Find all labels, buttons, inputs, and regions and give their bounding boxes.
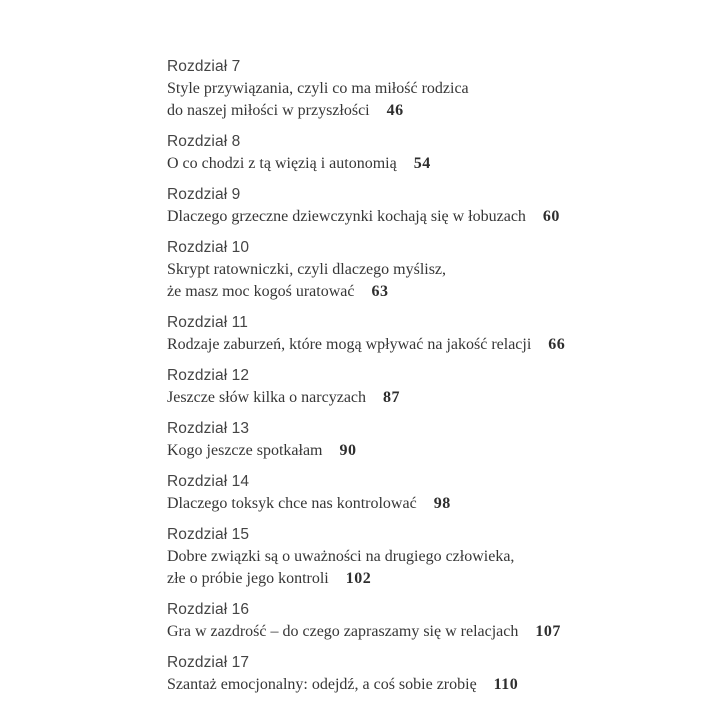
page-number: 90 <box>339 442 357 459</box>
chapter-heading: Rozdział 9 <box>167 186 241 203</box>
toc-entry <box>167 184 587 228</box>
chapter-title-line: O co chodzi z tą więzią i autonomią 54 <box>167 155 431 172</box>
chapter-heading: Rozdział 11 <box>167 314 248 331</box>
chapter-heading: Rozdział 17 <box>167 654 250 671</box>
chapter-heading: Rozdział 10 <box>167 239 250 256</box>
page-number: 87 <box>383 389 401 406</box>
toc-entry <box>167 312 587 356</box>
page-number: 60 <box>542 208 560 225</box>
toc-entry <box>167 56 587 122</box>
page-number: 98 <box>433 495 451 512</box>
chapter-title-line: Skrypt ratowniczki, czyli dlaczego myślisz, <box>167 261 447 278</box>
toc-entry <box>167 418 587 462</box>
toc-entry <box>167 599 587 643</box>
chapter-heading: Rozdział 14 <box>167 473 250 490</box>
chapter-heading: Rozdział 8 <box>167 133 241 150</box>
chapter-title-line: do naszej miłości w przyszłości 46 <box>167 102 404 119</box>
page-number: 54 <box>413 155 431 172</box>
toc-entry <box>167 524 587 590</box>
toc-entry <box>167 365 587 409</box>
toc-entry <box>167 652 587 696</box>
page-number: 63 <box>371 283 389 300</box>
chapter-title-line: Szantaż emocjonalny: odejdź, a coś sobie zrobię 110 <box>167 676 519 693</box>
page-number: 66 <box>548 336 566 353</box>
chapter-heading: Rozdział 12 <box>167 367 250 384</box>
chapter-heading: Rozdział 13 <box>167 420 250 437</box>
chapter-title-line: Rodzaje zaburzeń, które mogą wpływać na jakość relacji 66 <box>167 336 566 353</box>
chapter-title-line: Dlaczego toksyk chce nas kontrolować 98 <box>167 495 451 512</box>
chapter-title-line: Dlaczego grzeczne dziewczynki kochają się w łobuzach 60 <box>167 208 560 225</box>
chapter-heading: Rozdział 16 <box>167 601 250 618</box>
chapter-title-line: Jeszcze słów kilka o narcyzach 87 <box>167 389 401 406</box>
chapter-title-line: Dobre związki są o uważności na drugiego człowieka, <box>167 548 515 565</box>
chapter-title-line: Style przywiązania, czyli co ma miłość rodzica <box>167 80 469 97</box>
chapter-title-line: złe o próbie jego kontroli 102 <box>167 570 372 587</box>
chapter-heading: Rozdział 7 <box>167 58 241 75</box>
chapter-title-line: Gra w zazdrość – do czego zapraszamy się w relacjach 107 <box>167 623 561 640</box>
chapter-heading: Rozdział 15 <box>167 526 250 543</box>
toc-entry <box>167 471 587 515</box>
page-number: 102 <box>345 570 372 587</box>
page-number: 110 <box>493 676 519 693</box>
chapter-title-line: Kogo jeszcze spotkałam 90 <box>167 442 357 459</box>
page-number: 46 <box>386 102 404 119</box>
toc-entry <box>167 237 587 303</box>
chapter-title-line: że masz moc kogoś uratować 63 <box>167 283 389 300</box>
toc-page <box>167 56 587 705</box>
toc-entry <box>167 131 587 175</box>
page-number: 107 <box>535 623 561 640</box>
